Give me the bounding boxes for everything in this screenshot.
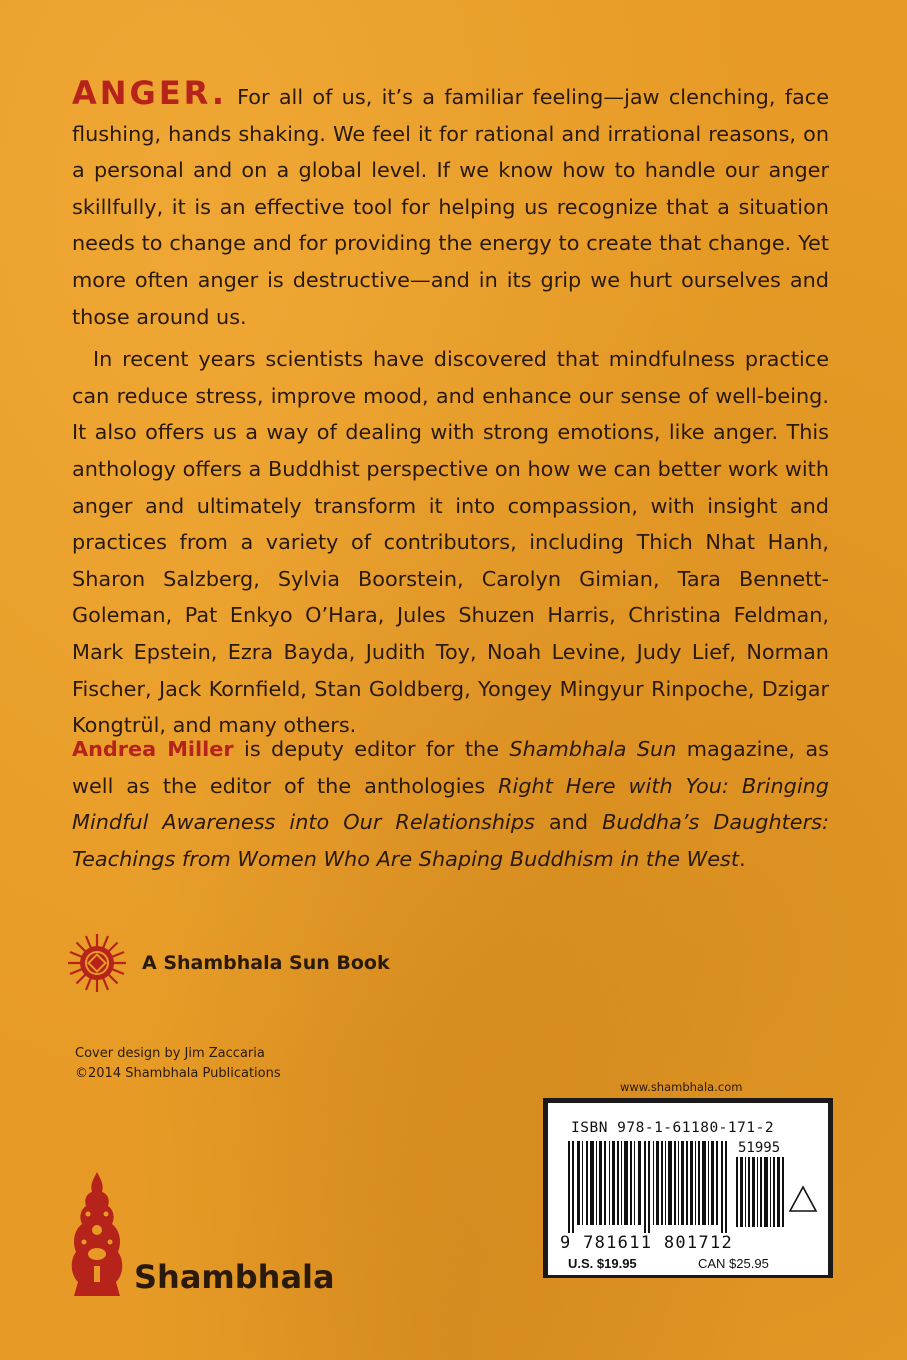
lead-word: ANGER.	[72, 74, 228, 112]
barcode-block	[543, 1098, 833, 1278]
paragraph-1-text: For all of us, it’s a familiar feeling—jaw clenching, face flushing, hands shaking. We feel it for rational and irrational reasons, on a personal and on a global level. If we know how to handle our anger skillfully, it is an effective tool for helping us recognize that a situation needs to change and for providing the energy to create that change. Yet more often anger is destructive—and in its grip we hurt ourselves and those around us.	[72, 85, 829, 329]
magazine-title: Shambhala Sun	[509, 737, 677, 761]
paragraph-1	[72, 74, 829, 335]
price-code: 51995	[738, 1140, 781, 1156]
price-strip	[548, 1253, 828, 1275]
addon-barcode	[736, 1157, 784, 1227]
bio-text: .	[739, 846, 746, 871]
paragraph-2: In recent years scientists have discovered that mindfulness practice can reduce stress, improve mood, and enhance our sense of well-being. It also offers us a way of dealing with strong emotions, like anger. This anthology offers a Buddhist perspective on how we can better work with anger and ultimately transform it into compassion, with insight and practices from a variety of contributors, including Thich Nhat Hanh, Sharon Salzberg, Sylvia Boorstein, Carolyn Gimian, Tara Bennett-Goleman, Pat Enkyo O’Hara, Jules Shuzen Harris, Christina Feldman, Mark Epstein, Ezra Bayda, Judith Toy, Noah Levine, Judy Lief, Norman Fischer, Jack Kornfield, Stan Goldberg, Yongey Mingyur Rinpoche, Dzigar Kongtrül, and many others.	[72, 347, 829, 738]
bio-text: is deputy editor for the	[233, 737, 510, 761]
price-can: CAN $25.95	[698, 1256, 769, 1271]
description-text	[72, 74, 829, 744]
barcode-digits: 9 781611 801712	[560, 1233, 734, 1253]
bio-text: and	[534, 810, 603, 835]
publisher-name: Shambhala	[134, 1258, 335, 1296]
dharma-wheel-icon	[66, 932, 128, 994]
author-bio	[72, 731, 829, 877]
author-name: Andrea Miller	[72, 737, 234, 761]
price-us: U.S. $19.95	[568, 1256, 637, 1271]
imprint-line	[66, 934, 390, 992]
ean-barcode	[568, 1141, 728, 1233]
imprint-label: A Shambhala Sun Book	[142, 952, 390, 974]
copyright-line: ©2014 Shambhala Publications	[75, 1066, 281, 1081]
barcode-label	[548, 1103, 828, 1253]
isbn-number: ISBN 978-1-61180-171-2	[571, 1120, 775, 1136]
shambhala-emblem-icon	[68, 1170, 126, 1300]
cover-design-credit: Cover design by Jim Zaccaria	[75, 1046, 265, 1061]
triangle-icon	[788, 1185, 818, 1213]
website-url: www.shambhala.com	[620, 1080, 743, 1094]
book-title: Buddha’s Daughters: Teachings from Women Who Are Shaping Buddhism in the West	[72, 810, 829, 871]
book-title: Right Here with You: Bringing Mindful Awareness into Our Relationships	[72, 773, 829, 835]
credits	[75, 1044, 281, 1084]
publisher-logo	[68, 1170, 335, 1300]
bio-text: magazine, as well as the editor of the anthologies	[72, 737, 830, 798]
